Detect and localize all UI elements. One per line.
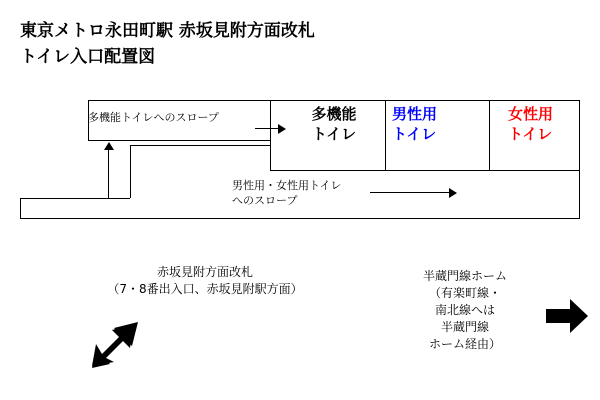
caption-hanzomon-line5: ホーム経由） [428, 337, 501, 351]
page-title-line-2: トイレ入口配置図 [20, 47, 156, 67]
plan-line-corridor-left [20, 198, 21, 218]
annotation-slope-to-multipurpose: 多機能トイレへのスロープ [88, 111, 219, 124]
room-label-multipurpose-toilet [286, 104, 382, 144]
plan-divider-slope-multipurpose [270, 100, 271, 170]
right-arrow-icon [546, 296, 590, 336]
plan-divider-multipurpose-mens [385, 100, 386, 170]
plan-line-corridor-top-right [130, 145, 271, 146]
room-label-womens-line2: トイレ [508, 125, 553, 143]
caption-hanzomon-line3: 南北線へは [434, 303, 495, 317]
room-label-womens-line1: 女性用 [508, 105, 554, 123]
corridor-arrow-shaft-right [370, 192, 450, 193]
plan-line-slope-bottom [88, 140, 270, 141]
caption-hanzomon-line-platform [390, 268, 540, 353]
plan-divider-mens-womens [489, 100, 490, 170]
room-label-mens-line2: トイレ [392, 125, 437, 143]
caption-hanzomon-line4: 半蔵門線 [440, 320, 489, 334]
room-label-multipurpose-line2: トイレ [311, 125, 357, 143]
plan-line-rooms-bottom [270, 170, 580, 171]
corridor-arrow-head-right [449, 188, 457, 198]
caption-ticket-gate-line1: 赤坂見附方面改札 [156, 265, 253, 279]
plan-line-corridor-riser [130, 145, 131, 198]
plan-line-top [88, 100, 580, 101]
corridor-arrow-shaft-up [108, 148, 109, 198]
caption-hanzomon-line2: （有楽町線・ [428, 286, 501, 300]
caption-ticket-gate [60, 264, 350, 298]
page-title-line-1: 東京メトロ永田町駅 赤坂見附方面改札 [20, 21, 315, 41]
room-label-womens-toilet [508, 104, 600, 144]
room-label-multipurpose-line1: 多機能 [311, 105, 357, 123]
annotation-slope-to-mens-womens [232, 178, 341, 208]
slope-arrow-head-multipurpose [278, 124, 286, 134]
plan-line-corridor-right [579, 170, 580, 218]
caption-hanzomon-line1: 半蔵門線ホーム [422, 269, 507, 283]
annotation-slope-mens-womens-line1: 男性用・女性用トイレ [232, 179, 342, 192]
caption-ticket-gate-line2: （7・8番出入口、赤坂見附駅方面） [107, 282, 303, 296]
slope-arrow-shaft-multipurpose [255, 128, 279, 129]
down-left-arrow-icon [90, 318, 142, 370]
room-label-mens-line1: 男性用 [392, 105, 438, 123]
corridor-arrow-head-up [104, 142, 114, 150]
room-label-mens-toilet [392, 104, 484, 144]
plan-line-corridor-bottom [20, 218, 580, 219]
plan-line-corridor-top-left [20, 198, 130, 199]
annotation-slope-mens-womens-line2: へのスロープ [232, 194, 298, 207]
